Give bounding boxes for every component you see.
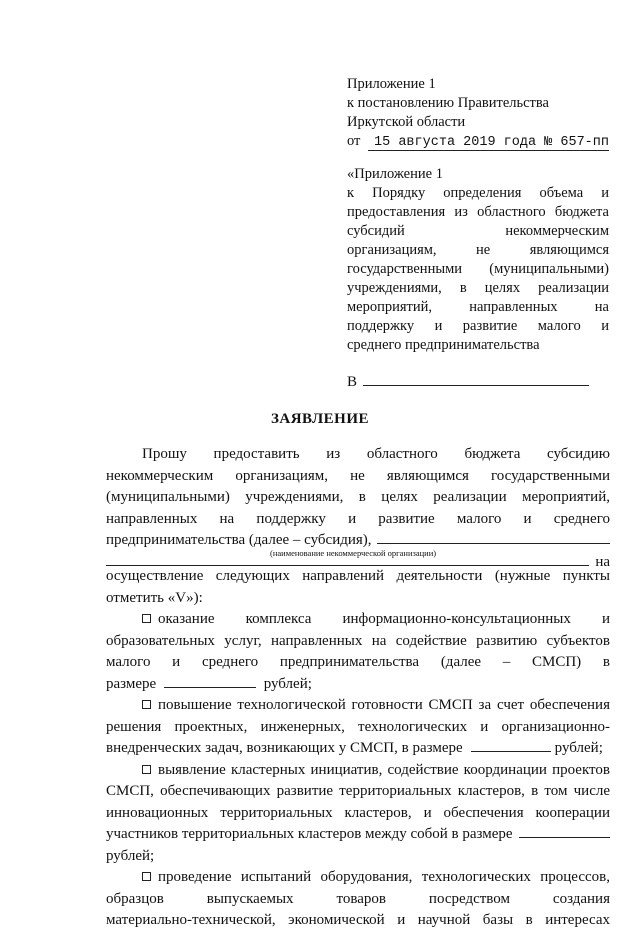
request-line: некоммерческим организациям, не являющимся государственными (106, 467, 610, 484)
checkbox[interactable] (142, 614, 151, 623)
request-line: направленных на поддержку и развитие малого и среднего (106, 510, 610, 527)
annex-line: к постановлению Правительства (347, 95, 549, 111)
order-annex-line: государственными (муниципальными) (347, 261, 609, 277)
order-annex-line: поддержку и развитие малого и (347, 318, 609, 334)
direction-item-text: оказание комплекса информационно-консультационных и (158, 611, 610, 627)
direction-item-amount-line (106, 674, 610, 696)
annex-line: Иркутской области (347, 114, 466, 130)
direction-item-text: образовательных услуг, направленных на содействие развитию субъектов (106, 632, 610, 649)
direction-item-text: СМСП, обеспечивающих развитие территориальных кластеров, в том числе (106, 783, 610, 799)
direction-item-text: образцов выпускаемых товаров посредством создания (106, 890, 610, 907)
direction-item-1 (106, 609, 610, 631)
amount-unit: рублей; (554, 740, 603, 756)
amount-unit: рублей; (263, 675, 312, 692)
direction-item-3 (106, 760, 610, 782)
direction-item-text: проведение испытаний оборудования, технологических процессов, (158, 869, 610, 885)
checkbox[interactable] (142, 700, 151, 709)
amount-unit: рублей; (106, 847, 155, 864)
amount-label: внедренческих задач, возникающих у СМСП, в размере (106, 740, 463, 756)
annex-date-line (347, 132, 609, 151)
order-annex-line: учреждениями, в целях реализации (347, 280, 609, 296)
direction-item-2 (106, 695, 610, 717)
amount-field[interactable] (519, 824, 610, 838)
directions-intro-line: отметить «V»): (106, 589, 203, 606)
request-line: Прошу предоставить из областного бюджета субсидию (142, 446, 610, 462)
direction-item-text: инновационных территориальных кластеров, и обеспечения кооперации (106, 804, 610, 821)
field-caption: (наименование некоммерческой организации) (270, 548, 437, 558)
annex-line: Приложение 1 (347, 76, 436, 92)
directions-section (106, 566, 610, 932)
date-prefix: от (347, 133, 361, 149)
order-annex-line: субсидий некоммерческим (347, 223, 609, 239)
amount-field[interactable] (164, 674, 256, 688)
amount-label: участников территориальных кластеров между собой в размере (106, 826, 513, 842)
addressee-line (347, 371, 589, 391)
direction-item-text: выявление кластерных инициатив, содействие координации проектов (158, 761, 610, 778)
direction-item-amount-line (106, 824, 610, 846)
direction-item-text: повышение технологической готовности СМСП за счет обеспечения (158, 697, 610, 713)
amount-field[interactable] (471, 738, 551, 752)
addressee-prefix: В (347, 374, 358, 390)
direction-item-amount-line (106, 738, 610, 760)
amount-label: размере (106, 675, 157, 692)
order-annex-line: предоставления из областного бюджета (347, 204, 609, 220)
order-annex-line: среднего предпринимательства (347, 337, 540, 353)
direction-item-text: решения проектных, инженерных, технологических и организационно- (106, 718, 610, 735)
direction-item-text: малого и среднего предпринимательства (далее – СМСП) в (106, 654, 610, 670)
request-line: (муниципальными) учреждениями, в целях реализации мероприятий, (106, 489, 610, 505)
direction-item-4 (106, 867, 610, 889)
request-line-text: предпринимательства (далее – субсидия), (106, 532, 372, 548)
na-word: на (595, 553, 610, 570)
order-annex-block (347, 165, 609, 355)
annex-block (347, 75, 609, 151)
order-annex-line: к Порядку определения объема и (347, 185, 609, 201)
organization-name-field[interactable] (377, 530, 610, 544)
directions-intro-line: осуществление следующих направлений деятельности (нужные пункты (106, 568, 610, 584)
order-annex-line: мероприятий, направленных на (347, 299, 609, 315)
direction-item-text: материально-технической, экономической и научной базы в интересах (106, 912, 610, 928)
checkbox[interactable] (142, 765, 151, 774)
resolution-date: 15 августа 2019 года № 657-пп (368, 135, 609, 151)
order-annex-line: «Приложение 1 (347, 166, 443, 182)
addressee-field[interactable] (363, 371, 589, 386)
checkbox[interactable] (142, 872, 151, 881)
document-title: ЗАЯВЛЕНИЕ (270, 411, 370, 427)
order-annex-line: организациям, не являющимся (347, 242, 609, 258)
